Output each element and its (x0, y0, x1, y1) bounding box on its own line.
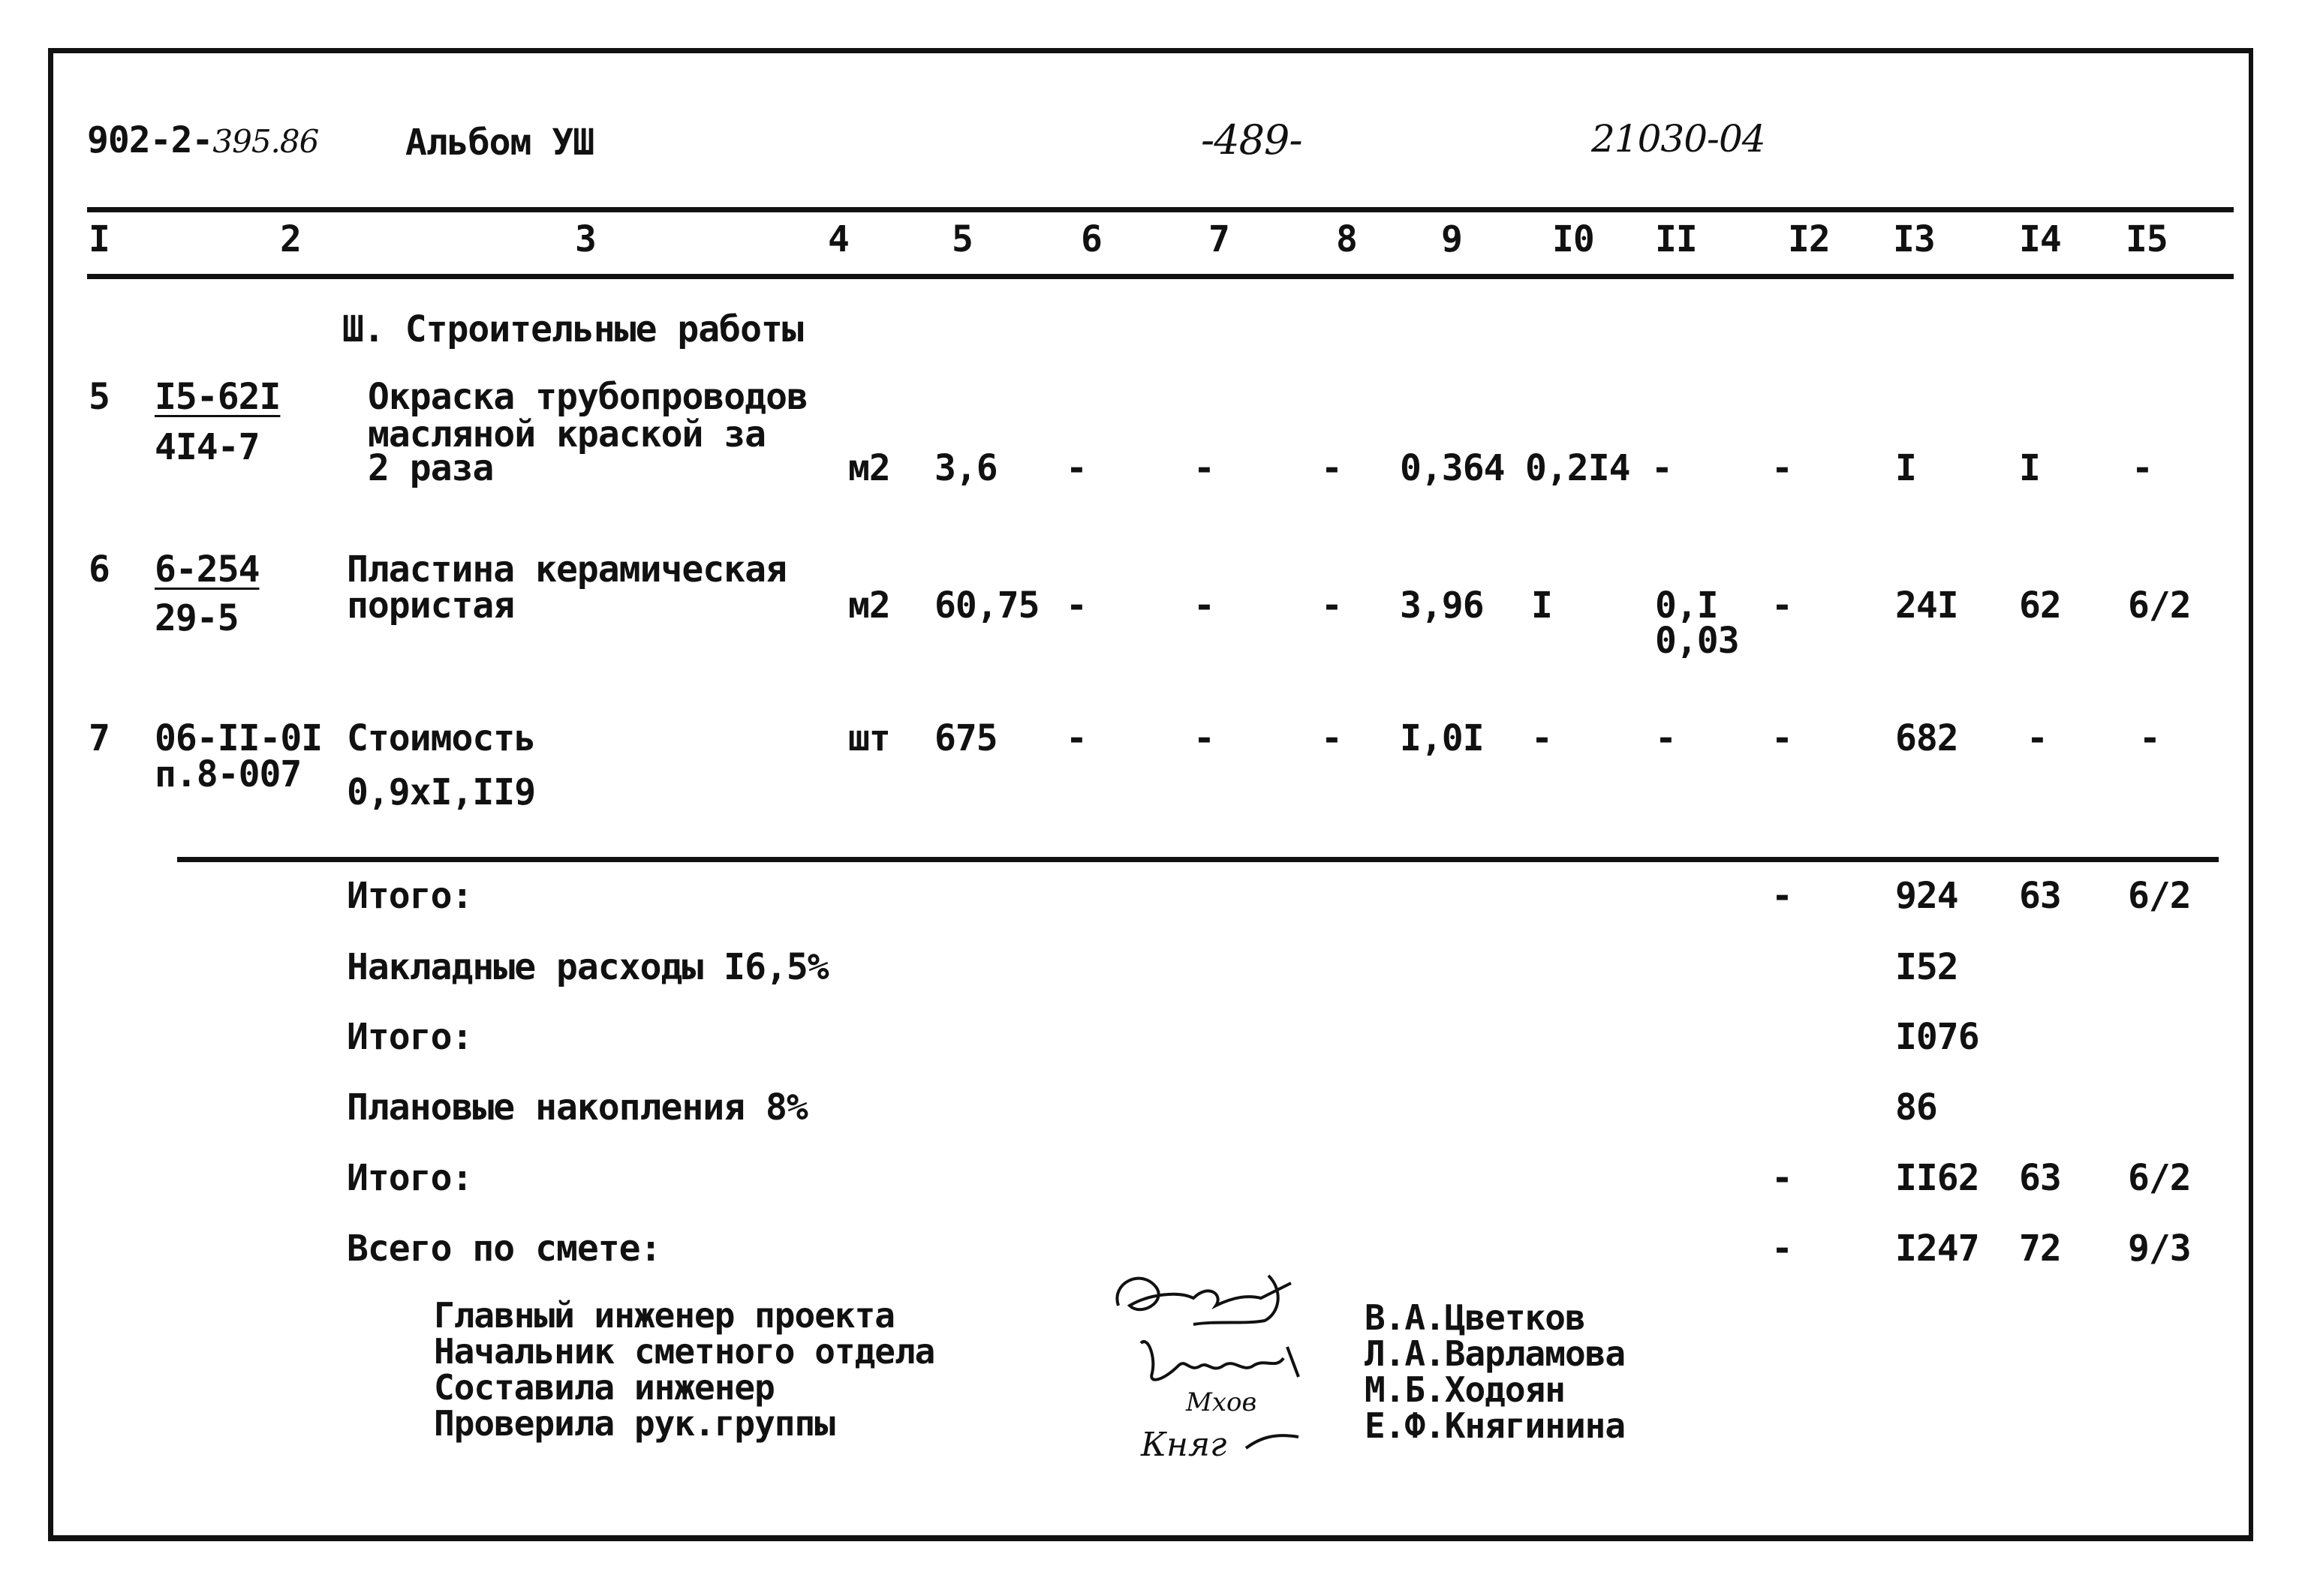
signature-scribbles (1096, 1253, 1344, 1471)
row-6-num: 6 (89, 549, 110, 591)
signature-name-4: Е.Ф.Княгинина (1365, 1405, 1626, 1446)
total-2-label: Накладные расходы I6,5% (347, 946, 829, 988)
total-5-label: Итого: (347, 1157, 473, 1199)
row-5-c7: - (1193, 447, 1214, 489)
total-1-c12: - (1771, 875, 1792, 917)
row-6-c9: 3,96 (1400, 585, 1484, 627)
total-4-c13: 86 (1895, 1087, 1937, 1129)
doc-code (87, 119, 319, 161)
col-header-10: I0 (1552, 218, 1594, 260)
row-6-name-line1: Пластина керамическая (347, 549, 787, 591)
row-5-num: 5 (89, 376, 110, 418)
signature-mark-4: Княг (1141, 1426, 1227, 1464)
col-header-11: II (1655, 218, 1697, 260)
col-header-1: I (89, 218, 110, 260)
row-7-c7: - (1193, 717, 1214, 759)
total-6-c15: 9/3 (2128, 1228, 2191, 1270)
row-6-code-top: 6-254 (155, 549, 260, 591)
total-1-c13: 924 (1895, 875, 1958, 917)
row-5-name-line2: масляной краской за (368, 413, 766, 455)
col-header-6: 6 (1081, 218, 1102, 260)
total-1-c14: 63 (2019, 875, 2061, 917)
row-6-name-line2: пористая (347, 585, 515, 627)
col-header-8: 8 (1336, 218, 1357, 260)
signature-title-3: Составила инженер (434, 1367, 775, 1408)
col-header-13: I3 (1893, 218, 1935, 260)
row-7-unit: шт (848, 717, 890, 759)
row-7-c9: I,0I (1400, 717, 1484, 759)
total-5-c12: - (1771, 1157, 1792, 1199)
total-3-c13: I076 (1895, 1016, 1979, 1058)
row-5-name-line1: Окраска трубопроводов (368, 376, 808, 418)
row-6-c11-second: 0,03 (1655, 620, 1739, 662)
row-7-c10: - (1531, 717, 1552, 759)
col-header-12: I2 (1788, 218, 1830, 260)
row-7-c8: - (1321, 717, 1342, 759)
signature-name-1: В.А.Цветков (1365, 1297, 1585, 1338)
col-header-5: 5 (952, 218, 973, 260)
signature-name-3: М.Б.Ходоян (1365, 1369, 1565, 1410)
row-7-c13: 682 (1895, 717, 1958, 759)
total-6-c12: - (1771, 1228, 1792, 1270)
col-header-4: 4 (828, 218, 849, 260)
album-label: Альбом УШ (405, 122, 594, 164)
row-6-c11: 0,I (1655, 585, 1718, 627)
row-7-code-top: 06-II-0I (155, 717, 323, 759)
row-7-c12: - (1771, 717, 1792, 759)
col-header-2: 2 (280, 218, 301, 260)
signature-mark-3: Мхов (1186, 1387, 1257, 1417)
signature-mark-1 (1117, 1276, 1291, 1324)
row-6-c6: - (1066, 585, 1087, 627)
row-5-qty: 3,6 (934, 447, 998, 489)
total-5-c13: II62 (1895, 1157, 1979, 1199)
row-6-c14: 62 (2019, 585, 2061, 627)
row-7-c6: - (1066, 717, 1087, 759)
row-5-c9: 0,364 (1400, 447, 1505, 489)
total-1-c15: 6/2 (2128, 875, 2191, 917)
row-6-c7: - (1193, 585, 1214, 627)
row-7-c14: - (2027, 717, 2048, 759)
row-5-name-line3: 2 раза (368, 447, 494, 489)
row-7-num: 7 (89, 717, 110, 759)
row-5-c10: 0,2I4 (1525, 447, 1630, 489)
row-7-code-bottom: п.8-007 (155, 753, 302, 795)
row-5-code-top: I5-62I (155, 376, 281, 418)
total-6-c14: 72 (2019, 1228, 2061, 1270)
page-number: -489- (1201, 116, 1302, 164)
row-6-c13: 24I (1895, 585, 1958, 627)
total-3-label: Итого: (347, 1016, 473, 1058)
row-5-c14: I (2019, 447, 2040, 489)
col-header-7: 7 (1208, 218, 1229, 260)
row-7-name-line1: Стоимость (347, 717, 536, 759)
row-5-code-bottom: 4I4-7 (155, 426, 260, 468)
col-header-15: I5 (2126, 218, 2168, 260)
totals-rule (177, 857, 2219, 862)
row-5-unit: м2 (848, 447, 890, 489)
signature-name-2: Л.А.Варламова (1365, 1333, 1626, 1374)
row-5-c6: - (1066, 447, 1087, 489)
sheet-code: 21030-04 (1591, 117, 1765, 161)
row-5-c15: - (2132, 447, 2153, 489)
col-header-3: 3 (575, 218, 596, 260)
total-2-c13: I52 (1895, 946, 1958, 988)
row-6-c15: 6/2 (2128, 585, 2191, 627)
signature-title-2: Начальник сметного отдела (434, 1331, 935, 1372)
row-7-c15: - (2139, 717, 2160, 759)
header-rule-bottom (87, 274, 2234, 279)
row-6-c12: - (1771, 585, 1792, 627)
row-6-c10: I (1531, 585, 1552, 627)
row-7-name-line2: 0,9xI,II9 (347, 771, 536, 813)
row-5-c11: - (1651, 447, 1672, 489)
total-6-c13: I247 (1895, 1228, 1979, 1270)
row-5-c12: - (1771, 447, 1792, 489)
section-title: Ш. Строительные работы (342, 308, 803, 350)
doc-code-handwritten: 395.86 (212, 123, 319, 160)
col-header-9: 9 (1441, 218, 1462, 260)
total-5-c14: 63 (2019, 1157, 2061, 1199)
header-rule-top (87, 207, 2234, 212)
doc-code-printed: 902-2- (87, 119, 213, 161)
row-6-code-bottom: 29-5 (155, 597, 239, 639)
signature-mark-4-tail (1246, 1435, 1298, 1448)
signature-title-1: Главный инженер проекта (434, 1295, 895, 1336)
total-5-c15: 6/2 (2128, 1157, 2191, 1199)
signature-title-4: Проверила рук.группы (434, 1403, 835, 1444)
row-7-c11: - (1655, 717, 1676, 759)
row-6-unit: м2 (848, 585, 890, 627)
row-7-qty: 675 (934, 717, 998, 759)
total-1-label: Итого: (347, 875, 473, 917)
row-5-c13: I (1895, 447, 1916, 489)
row-6-qty: 60,75 (934, 585, 1040, 627)
row-6-c8: - (1321, 585, 1342, 627)
row-5-c8: - (1321, 447, 1342, 489)
signature-mark-2 (1141, 1342, 1298, 1380)
total-6-label: Всего по смете: (347, 1228, 661, 1270)
col-header-14: I4 (2019, 218, 2061, 260)
total-4-label: Плановые накопления 8% (347, 1087, 808, 1129)
